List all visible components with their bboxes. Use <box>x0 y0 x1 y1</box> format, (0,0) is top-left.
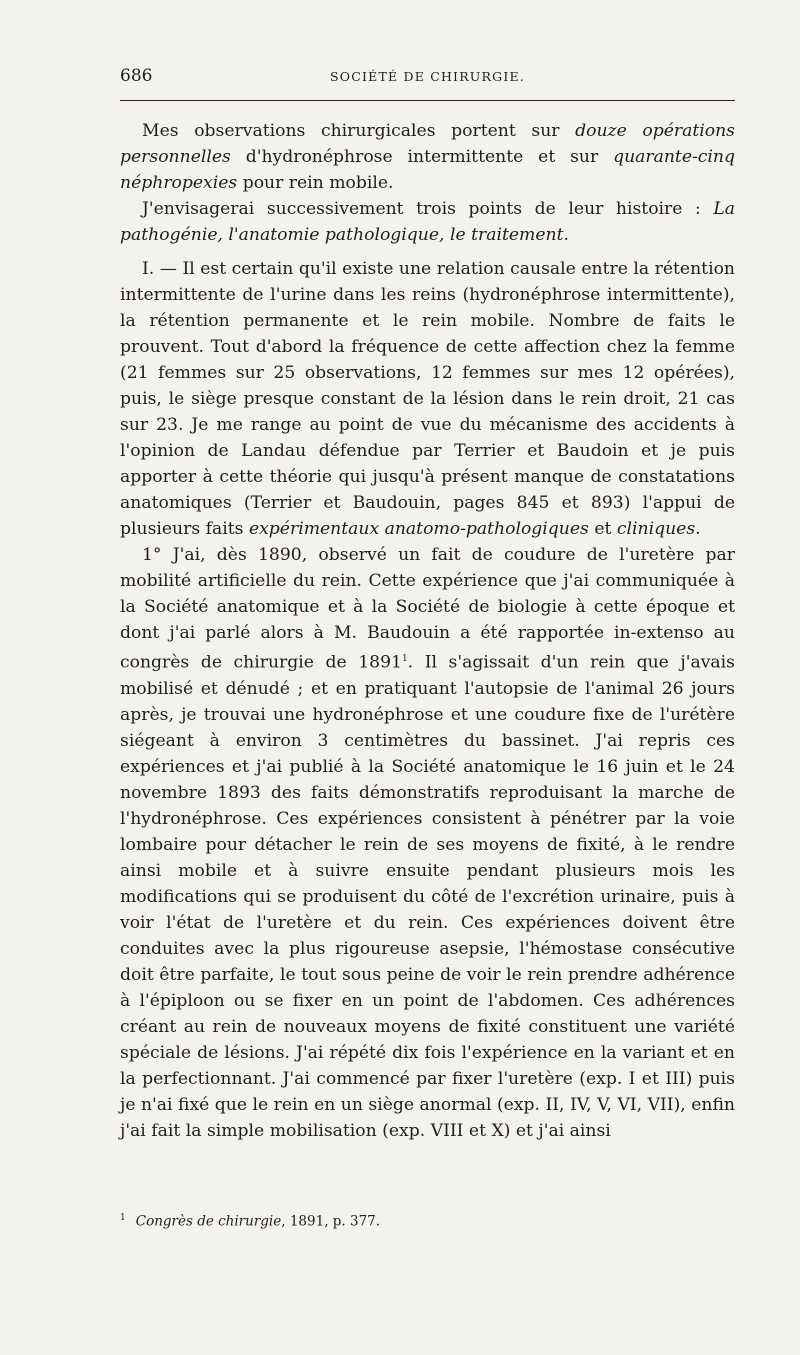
running-title: SOCIÉTÉ DE CHIRURGIE. <box>330 69 525 84</box>
paragraph-plan: J'envisagerai successivement trois points de leur histoire : La pathogénie, l'anatomie pathologique, le traitement. <box>120 199 735 245</box>
footnote-mark: 1 <box>120 1213 126 1223</box>
body-text <box>120 118 735 1144</box>
paragraph-experiments: 1° J'ai, dès 1890, observé un fait de coudure de l'uretère par mobilité artificielle du rein. Cette expérience que j'ai communiquée à la Société anatomique et à la Société de biologie à cette époque et dont j'ai parlé alors à M. Baudouin a été rapportée in-extenso au congrès de chirurgie de 1891$^1$. Il s'agissait d'un rein que j'avais mobilisé et dénudé ; et en pratiquant l'autopsie de l'animal 26 jours après, je trouvai une hydronéphrose et une coudure fixe de l'urétère siégeant à environ 3 centimètres du bassinet. J'ai repris ces expériences et j'ai publié à la Société anatomique le 16 juin et le 24 novembre 1893 des faits démonstratifs reproduisant la marche de l'hydronéphrose. Ces expériences consistent à pénétrer par la voie lombaire pour détacher le rein de ses moyens de fixité, à le rendre ainsi mobile et à suivre ensuite pendant plusieurs mois les modifications qui se produisent du côté de l'excrétion urinaire, puis à voir l'état de l'uretère et du rein. Ces expériences doivent être conduites avec la plus rigoureuse asepsie, l'hémostase consécutive doit être parfaite, le tout sous peine de voir le rein prendre adhérence à l'épiploon ou se fixer en un point de l'abdomen. Ces adhérences créant au rein de nouveaux moyens de fixité constituent une variété spéciale de lésions. J'ai répété dix fois l'expérience en la variant et en la perfectionnant. J'ai commencé par fixer l'uretère (exp. I et III) puis je n'ai fixé que le rein en un siège anormal (exp. II, IV, V, VI, VII), enfin j'ai fait la simple mobilisation (exp. VIII et X) et j'ai ainsi <box>120 545 735 1141</box>
footnote: $^1$ Congrès de chirurgie, 1891, p. 377. <box>120 1213 381 1230</box>
paragraph-section-1: I. — Il est certain qu'il existe une relation causale entre la rétention intermittente de l'urine dans les reins (hydronéphrose intermittente), la rétention permanente et le rein mobile. Nombre de faits le prouvent. Tout d'abord la fréquence de cette affection chez la femme (21 femmes sur 25 observations, 12 femmes sur mes 12 opérées), puis, le siège presque constant de la lésion dans le rein droit, 21 cas sur 23. Je me range au point de vue du mécanisme des accidents à l'opinion de Landau défendue par Terrier et Baudoin et je puis apporter à cette théorie qui jusqu'à présent manque de constatations anatomiques (Terrier et Baudouin, pages 845 et 893) l'appui de plusieurs faits expérimentaux anatomo-pathologiques et cliniques. <box>120 259 735 539</box>
header-rule <box>120 100 735 101</box>
paragraph-intro: Mes observations chirurgicales portent sur douze opérations personnelles d'hydronéphrose intermittente et sur quarante-cinq néphropexies pour rein mobile. <box>120 121 735 193</box>
footnote-reference: 1 <box>401 654 408 664</box>
page-header <box>120 66 735 90</box>
page-number: 686 <box>120 66 153 86</box>
